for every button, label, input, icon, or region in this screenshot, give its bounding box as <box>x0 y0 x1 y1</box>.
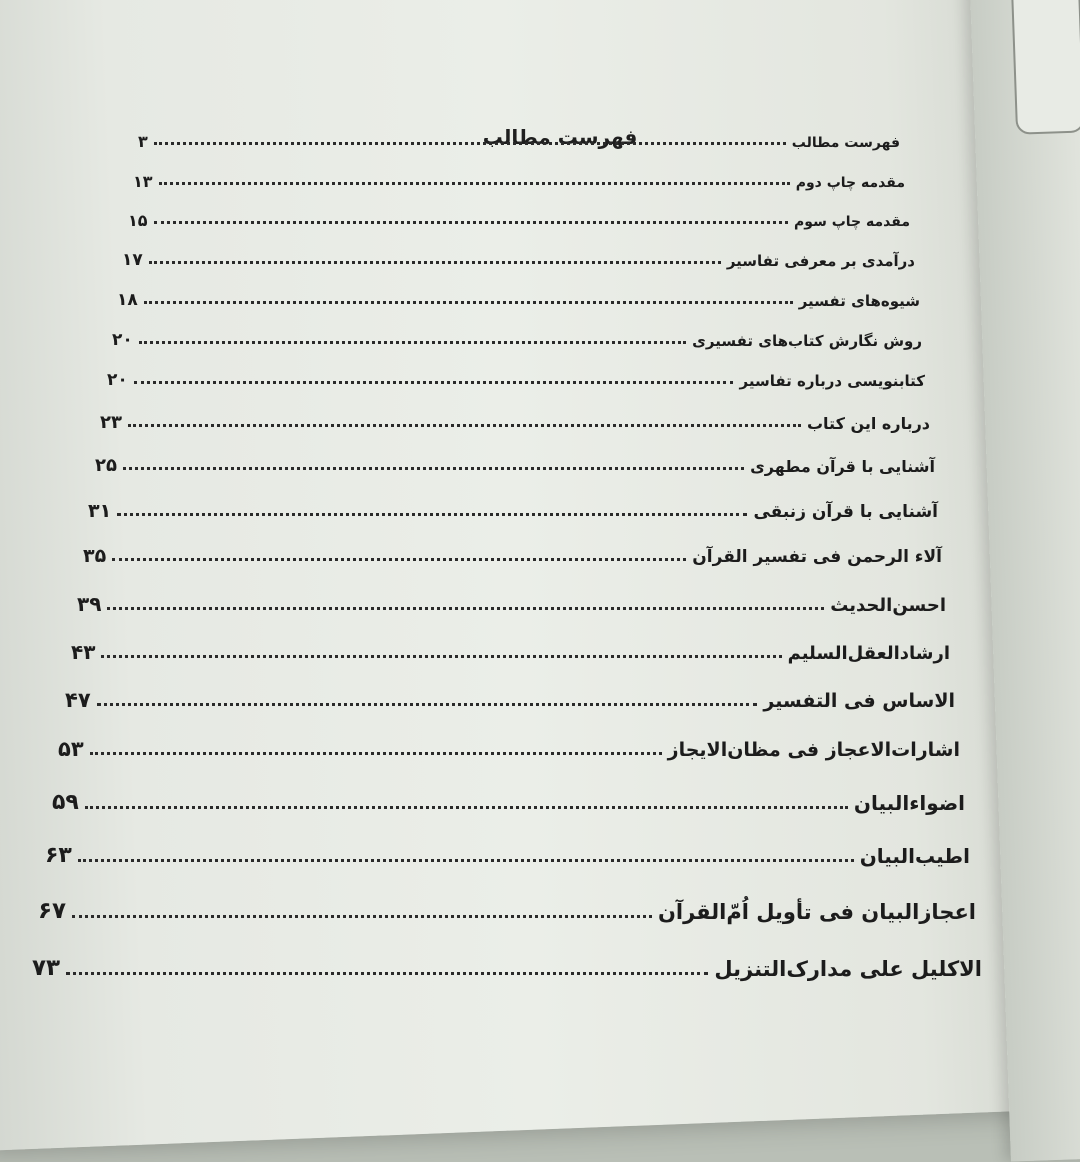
leader-dots <box>112 558 686 561</box>
leader-dots <box>101 655 781 658</box>
toc-page-number: ۴۳ <box>71 640 96 664</box>
toc-entry <box>112 330 922 350</box>
toc-page-number: ۵۹ <box>52 790 79 815</box>
toc-page-number: ۲۵ <box>95 455 117 476</box>
toc-page-number: ۵۳ <box>58 737 84 761</box>
toc-page-number: ۱۵ <box>128 211 148 230</box>
toc-entry <box>32 955 982 981</box>
toc-page-number: ۲۳ <box>100 412 122 433</box>
toc-entry-title: شیوه‌های تفسیر <box>798 292 920 310</box>
leader-dots <box>97 703 758 706</box>
toc-entry-title: کتابنویسی درباره تفاسیر <box>739 372 925 390</box>
toc-page-number: ۷۳ <box>32 955 61 981</box>
toc-page-number: ۱۸ <box>117 290 138 310</box>
toc-entry <box>138 132 900 151</box>
toc-entry <box>71 640 950 664</box>
toc-entry-title: اطیب‌البیان <box>859 844 970 868</box>
toc-entry-title: اضواءالبیان <box>853 791 965 815</box>
toc-entry-title: اعجازالبیان فی تأویل اُمّ‌القرآن <box>657 900 976 924</box>
leader-dots <box>107 607 824 610</box>
leader-dots <box>149 261 721 264</box>
toc-entry <box>100 412 930 433</box>
toc-entry-title: مقدمه چاپ سوم <box>794 214 910 230</box>
toc-entry-title: الاساس فی التفسیر <box>763 690 955 712</box>
toc-page-number: ۳۵ <box>83 545 107 567</box>
toc-entry-title: روش نگارش کتاب‌های تفسیری <box>692 332 922 350</box>
toc-entry <box>122 250 915 270</box>
leader-dots <box>66 972 708 975</box>
toc-entry <box>128 211 910 230</box>
toc-page-number: ۱۷ <box>122 250 143 270</box>
toc-entry-title: درآمدی بر معرفی تفاسیر <box>726 252 915 270</box>
toc-page-number: ۴۷ <box>65 688 91 712</box>
leader-dots <box>154 221 789 224</box>
toc-entry-title: الاکلیل علی مدارک‌التنزیل <box>714 957 982 981</box>
toc-entry-title: آشنایی با قرآن مطهری <box>750 457 935 476</box>
leader-dots <box>128 424 801 427</box>
toc-entry <box>117 290 920 310</box>
leader-dots <box>78 859 854 862</box>
leader-dots <box>144 301 793 304</box>
toc-entry <box>45 843 970 868</box>
toc-page-number: ۲۰ <box>107 370 128 390</box>
toc-entry <box>83 545 942 567</box>
toc-entry <box>58 737 960 761</box>
toc-page-number: ۲۰ <box>112 330 133 350</box>
toc-page-number: ۳۱ <box>88 500 112 522</box>
next-page-box <box>1010 0 1080 135</box>
toc-entry-title: اشارات‌الاعجاز فی مظان‌الایجاز <box>667 739 960 761</box>
toc-entry-title: مقدمه چاپ دوم <box>795 175 905 191</box>
toc-heading: فهرست مطالب <box>482 125 638 149</box>
leader-dots <box>117 513 747 516</box>
toc-entry-title: ارشادالعقل‌السلیم <box>787 643 950 664</box>
toc-entry-title: فهرست مطالب <box>791 135 900 151</box>
toc-entry <box>38 898 976 924</box>
leader-dots <box>159 182 790 185</box>
leader-dots <box>139 341 686 344</box>
toc-page-number: ۶۷ <box>38 898 67 924</box>
toc-entry-title: آشنایی با قرآن زنبقی <box>753 502 938 522</box>
toc-entry <box>133 172 905 191</box>
toc-page-number: ۳۹ <box>77 592 102 616</box>
toc-entry <box>107 370 925 390</box>
toc-entry <box>77 592 946 616</box>
toc-entry <box>88 500 938 522</box>
toc-entry <box>95 455 935 476</box>
toc-page-number: ۳ <box>138 132 148 151</box>
leader-dots <box>134 381 734 384</box>
toc-page-number: ۶۳ <box>45 843 72 868</box>
leader-dots <box>154 142 786 145</box>
leader-dots <box>90 752 662 755</box>
leader-dots <box>123 467 744 470</box>
toc-entry <box>65 688 955 712</box>
leader-dots <box>72 915 652 918</box>
toc-entry-title: احسن‌الحدیث <box>830 595 946 616</box>
toc-entry-title: آلاء الرحمن فی تفسیر القرآن <box>692 547 942 567</box>
toc-page-number: ۱۳ <box>133 172 153 191</box>
leader-dots <box>85 806 848 809</box>
toc-entry-title: درباره این کتاب <box>806 414 930 433</box>
toc-entry <box>52 790 965 815</box>
